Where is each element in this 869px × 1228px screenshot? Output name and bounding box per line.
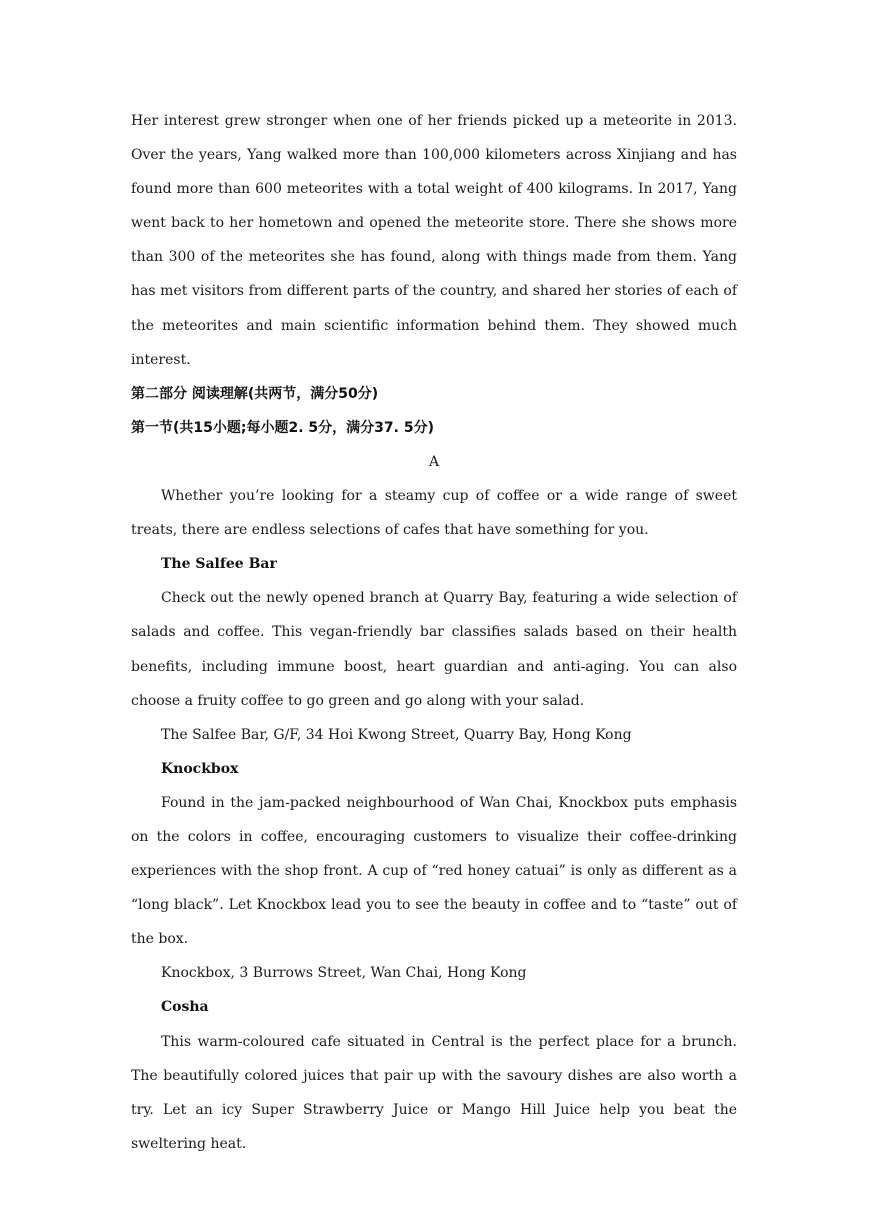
intro-paragraph: Her interest grew stronger when one of her friends picked up a meteorite in 2013. Over the years, Yang walked more than 100,000 kilometers across Xinjiang and has found more than 600 meteorites with a total weight of 400 kilograms. In 2017, Yang went back to her hometown and opened the meteorite store. There she shows more than 300 of the meteorites she has found, along with things made from them. Yang has met visitors from different parts of the country, and shared her stories of each of the meteorites and main scientific information behind them. They showed much interest. bbox=[131, 113, 737, 368]
venue-description-knockbox: Found in the jam-packed neighbourhood of Wan Chai, Knockbox puts emphasis on the colors in coffee, encouraging customers to visualize their coffee-drinking experiences with the shop front. A cup of “red honey catuai” is only as different as a “long black”. Let Knockbox lead you to see the beauty in coffee and to “taste” out of the box. bbox=[131, 794, 737, 948]
document-page bbox=[131, 104, 737, 1161]
venue-address-salfee: The Salfee Bar, G/F, 34 Hoi Kwong Street, Quarry Bay, Hong Kong bbox=[161, 726, 632, 743]
passage-letter: A bbox=[428, 453, 440, 470]
venue-name-knockbox: Knockbox bbox=[161, 760, 239, 777]
section-heading: 第一节(共15小题;每小题2. 5分，满分37. 5分) bbox=[131, 419, 434, 436]
venue-address-knockbox: Knockbox, 3 Burrows Street, Wan Chai, Hong Kong bbox=[161, 965, 527, 982]
venue-name-cosha: Cosha bbox=[161, 999, 209, 1016]
venue-name-salfee: The Salfee Bar bbox=[161, 556, 277, 573]
part-heading: 第二部分 阅读理解(共两节，满分50分) bbox=[131, 385, 379, 402]
venue-description-salfee: Check out the newly opened branch at Quarry Bay, featuring a wide selection of salads and coffee. This vegan-friendly bar classifies salads based on their health benefits, including immune boost, heart guardian and anti-aging. You can also choose a fruity coffee to go green and go along with your salad. bbox=[131, 590, 737, 709]
passage-intro: Whether you’re looking for a steamy cup of coffee or a wide range of sweet treats, there are endless selections of cafes that have something for you. bbox=[131, 488, 737, 539]
venue-description-cosha: This warm-coloured cafe situated in Central is the perfect place for a brunch. The beautifully colored juices that pair up with the savoury dishes are also worth a try. Let an icy Super Strawberry Juice or Mango Hill Juice help you beat the sweltering heat. bbox=[131, 1033, 737, 1152]
